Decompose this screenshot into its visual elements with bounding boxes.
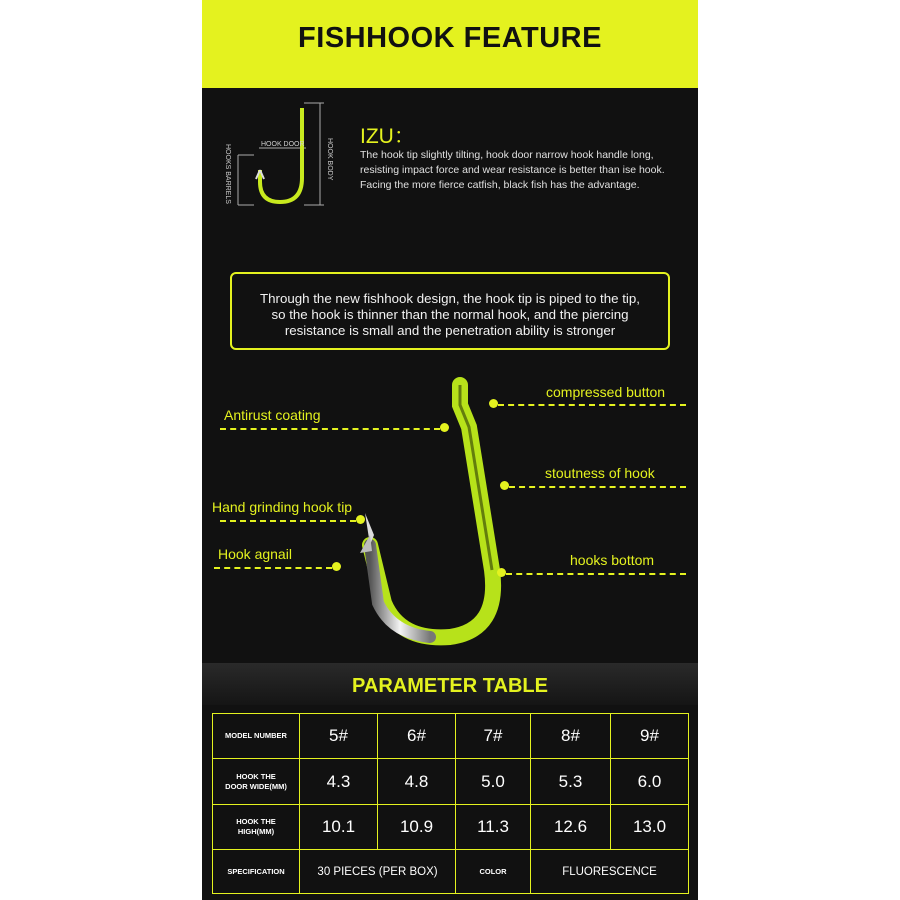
table-row (213, 714, 689, 759)
callout-line: resistance is small and the penetration ability is stronger (284, 323, 616, 338)
model-cell: 8# (531, 714, 611, 759)
door-wide-cell: 5.3 (531, 759, 611, 805)
high-cell: 10.1 (300, 805, 378, 850)
high-header-line: HIGH(MM) (237, 827, 275, 836)
stoutness-leader (509, 486, 686, 488)
antirust-coating-marker (440, 423, 449, 432)
color-value: FLUORESCENCE (531, 850, 689, 894)
stoutness-marker (500, 481, 509, 490)
product-panel (202, 0, 698, 900)
parameter-table-title: PARAMETER TABLE (352, 675, 548, 697)
model-number-header: MODEL NUMBER (213, 714, 300, 759)
hand-grinding-tip-label: Hand grinding hook tip (212, 499, 353, 515)
antirust-coating-leader (220, 428, 440, 430)
hook-agnail-label: Hook agnail (218, 546, 292, 562)
high-header (213, 805, 300, 850)
door-wide-cell: 4.3 (300, 759, 378, 805)
izu-description-line: Facing the more fierce catfish, black fish has the advantage. (360, 179, 640, 191)
hooks-bottom-marker (497, 568, 506, 577)
hooks-bottom-leader (506, 573, 686, 575)
door-wide-cell: 5.0 (456, 759, 531, 805)
compressed-button-marker (489, 399, 498, 408)
door-wide-cell: 4.8 (378, 759, 456, 805)
hook-agnail-marker (332, 562, 341, 571)
specification-header: SPECIFICATION (213, 850, 300, 894)
hand-grinding-tip-leader (220, 520, 356, 522)
door-wide-header (213, 759, 300, 805)
izu-description-line: resisting impact force and wear resistance is better than ise hook. (360, 164, 665, 176)
design-callout-box (230, 272, 670, 350)
antirust-coating-label: Antirust coating (224, 407, 321, 423)
table-row (213, 805, 689, 850)
specification-value: 30 PIECES (PER BOX) (300, 850, 456, 894)
feature-title: FISHHOOK FEATURE (298, 22, 602, 54)
hand-grinding-tip-marker (356, 515, 365, 524)
model-cell: 9# (611, 714, 689, 759)
hook-agnail-leader (214, 567, 332, 569)
compressed-button-leader (498, 404, 686, 406)
callout-line: Through the new fishhook design, the hook tip is piped to the tip, (260, 291, 640, 306)
door-wide-header-line: DOOR WIDE(MM) (225, 781, 287, 791)
izu-title: IZU： (360, 125, 415, 148)
table-row (213, 850, 689, 894)
callout-line: so the hook is thinner than the normal hook, and the piercing (271, 307, 629, 322)
high-cell: 10.9 (378, 805, 456, 850)
feature-banner (202, 0, 698, 88)
door-wide-header-line: HOOK THE (236, 771, 276, 781)
hook-dimension-diagram (220, 100, 345, 220)
compressed-button-label: compressed button (546, 384, 666, 400)
stoutness-label: stoutness of hook (545, 465, 655, 481)
high-cell: 11.3 (456, 805, 531, 850)
hook-body-label: HOOK BODY (326, 138, 333, 181)
table-row (213, 759, 689, 805)
door-wide-cell: 6.0 (611, 759, 689, 805)
hooks-barrels-label: HOOKS BARRELS (224, 144, 231, 204)
model-cell: 6# (378, 714, 456, 759)
izu-description-line: The hook tip slightly tilting, hook door narrow hook handle long, (360, 149, 654, 161)
parameter-table (212, 713, 689, 894)
high-cell: 12.6 (531, 805, 611, 850)
high-header-line: HOOK THE (236, 817, 276, 826)
color-header: COLOR (456, 850, 531, 894)
model-cell: 5# (300, 714, 378, 759)
hooks-bottom-label: hooks bottom (570, 552, 655, 568)
model-cell: 7# (456, 714, 531, 759)
high-cell: 13.0 (611, 805, 689, 850)
hook-door-label: HOOK DOOR (261, 141, 305, 148)
